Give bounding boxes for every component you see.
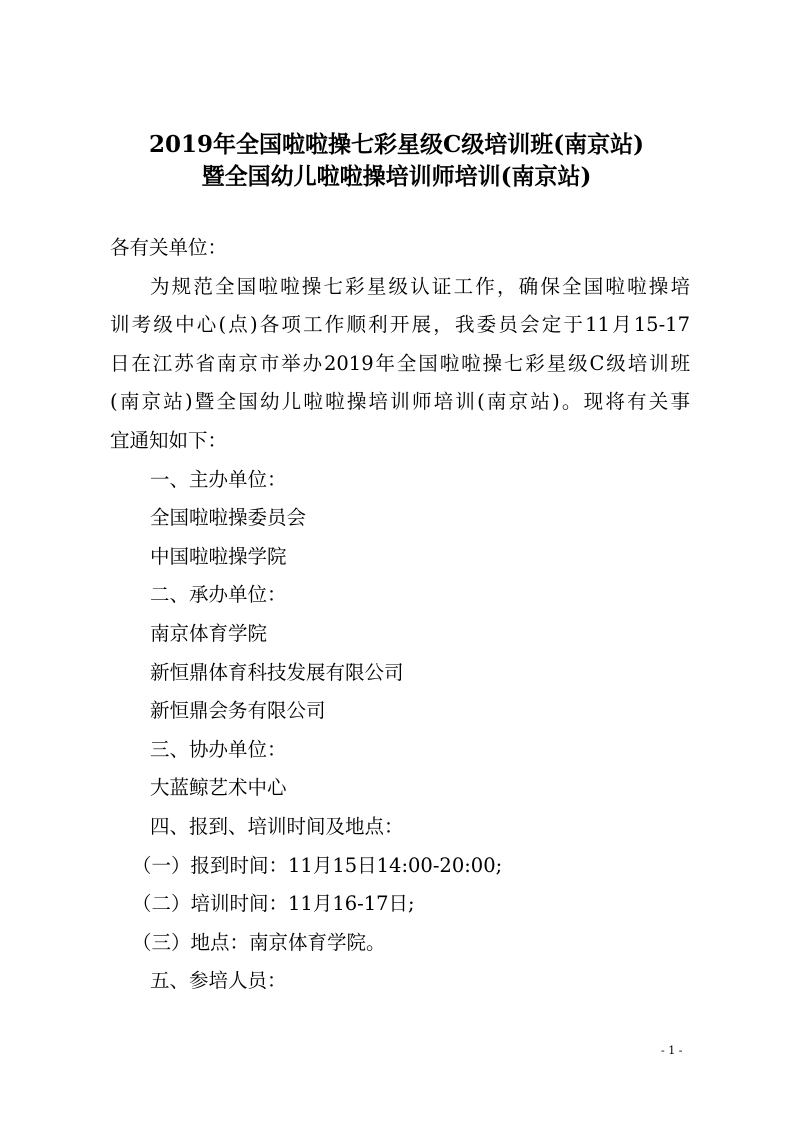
document-title-line-1: 2019年全国啦啦操七彩星级C级培训班(南京站) [148,131,645,158]
intro-paragraph-line: (南京站)暨全国幼儿啦啦操培训师培训(南京站)。现将有关事 [110,390,690,414]
salutation: 各有关单位： [110,236,228,259]
section-heading-co-organizer: 三、协办单位： [150,737,287,761]
page-number: - 1 - [661,1044,683,1057]
organizer-item: 全国啦啦操委员会 [150,506,307,530]
section-heading-participants: 五、参培人员： [150,969,287,993]
schedule-item-location: （三）地点：南京体育学院。 [132,930,386,954]
host-item: 新恒鼎体育科技发展有限公司 [150,660,404,684]
intro-paragraph-line: 日在江苏省南京市举办2019年全国啦啦操七彩星级C级培训班 [110,351,690,375]
document-title-line-2: 暨全国幼儿啦啦操培训师培训(南京站) [201,163,592,190]
intro-paragraph-line: 训考级中心(点)各项工作顺利开展，我委员会定于11月15-17 [110,313,690,337]
section-heading-schedule: 四、报到、培训时间及地点： [150,814,404,838]
section-heading-organizer: 一、主办单位： [150,467,287,491]
schedule-item-registration: （一）报到时间：11月15日14:00-20:00; [132,853,503,877]
organizer-item: 中国啦啦操学院 [150,544,287,568]
document-body [110,229,690,1001]
host-item: 新恒鼎会务有限公司 [150,699,326,723]
schedule-item-training: （二）培训时间：11月16-17日; [132,892,415,916]
intro-paragraph-line: 宜通知如下： [110,428,228,452]
host-item: 南京体育学院 [150,621,268,645]
section-heading-host: 二、承办单位： [150,583,287,607]
intro-paragraph-line: 为规范全国啦啦操七彩星级认证工作，确保全国啦啦操培 [150,274,690,298]
co-organizer-item: 大蓝鲸艺术中心 [150,776,287,800]
